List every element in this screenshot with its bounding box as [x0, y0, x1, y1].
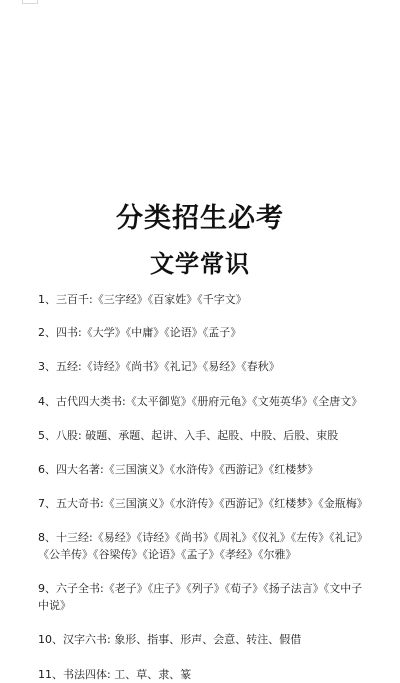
list-item-6 [38, 461, 372, 478]
list-item-text: 1、三百千:《三字经》《百家姓》《千字文》 [38, 293, 247, 306]
list-item-2 [38, 324, 372, 341]
list-item-4 [38, 393, 372, 410]
list-item-5 [38, 427, 372, 444]
list-item-8 [38, 529, 372, 563]
list-item-10 [38, 631, 372, 648]
page-corner-mark [22, 0, 38, 4]
list-item-text-continued: 中说》 [38, 599, 71, 612]
page-title: 分类招生必考 [116, 203, 284, 234]
list-item-text: 7、五大奇书:《三国演义》《水浒传》《西游记》《红楼梦》《金瓶梅》 [38, 497, 368, 510]
list-item-text: 10、汉字六书: 象形、指事、形声、会意、转注、假借 [38, 633, 302, 646]
list-item-text: 11、书法四体: 工、草、隶、篆 [38, 668, 192, 681]
list-item-9 [38, 580, 372, 614]
list-item-11 [38, 666, 372, 683]
page-subtitle: 文学常识 [150, 250, 250, 278]
list-item-text: 2、四书:《大学》《中庸》《论语》《孟子》 [38, 326, 242, 339]
list-item-text: 5、八股: 破题、承题、起讲、入手、起股、中股、后股、束股 [38, 429, 339, 442]
list-item-text: 3、五经:《诗经》《尚书》《礼记》《易经》《春秋》 [38, 360, 280, 373]
list-item-3 [38, 358, 372, 375]
list-item-text: 4、古代四大类书:《太平御览》《册府元龟》《文苑英华》《全唐文》 [38, 395, 363, 408]
list-item-1 [38, 291, 372, 308]
list-item-text: 9、六子全书:《老子》《庄子》《列子》《荀子》《扬子法言》《文中子 [38, 582, 363, 595]
list-item-7 [38, 495, 372, 512]
list-item-text-continued: 《公羊传》《谷梁传》《论语》《孟子》《孝经》《尔雅》 [38, 548, 297, 561]
list-item-text: 8、十三经:《易经》《诗经》《尚书》《周礼》《仪礼》《左传》《礼记》 [38, 531, 368, 544]
list-item-text: 6、四大名著:《三国演义》《水浒传》《西游记》《红楼梦》 [38, 463, 319, 476]
